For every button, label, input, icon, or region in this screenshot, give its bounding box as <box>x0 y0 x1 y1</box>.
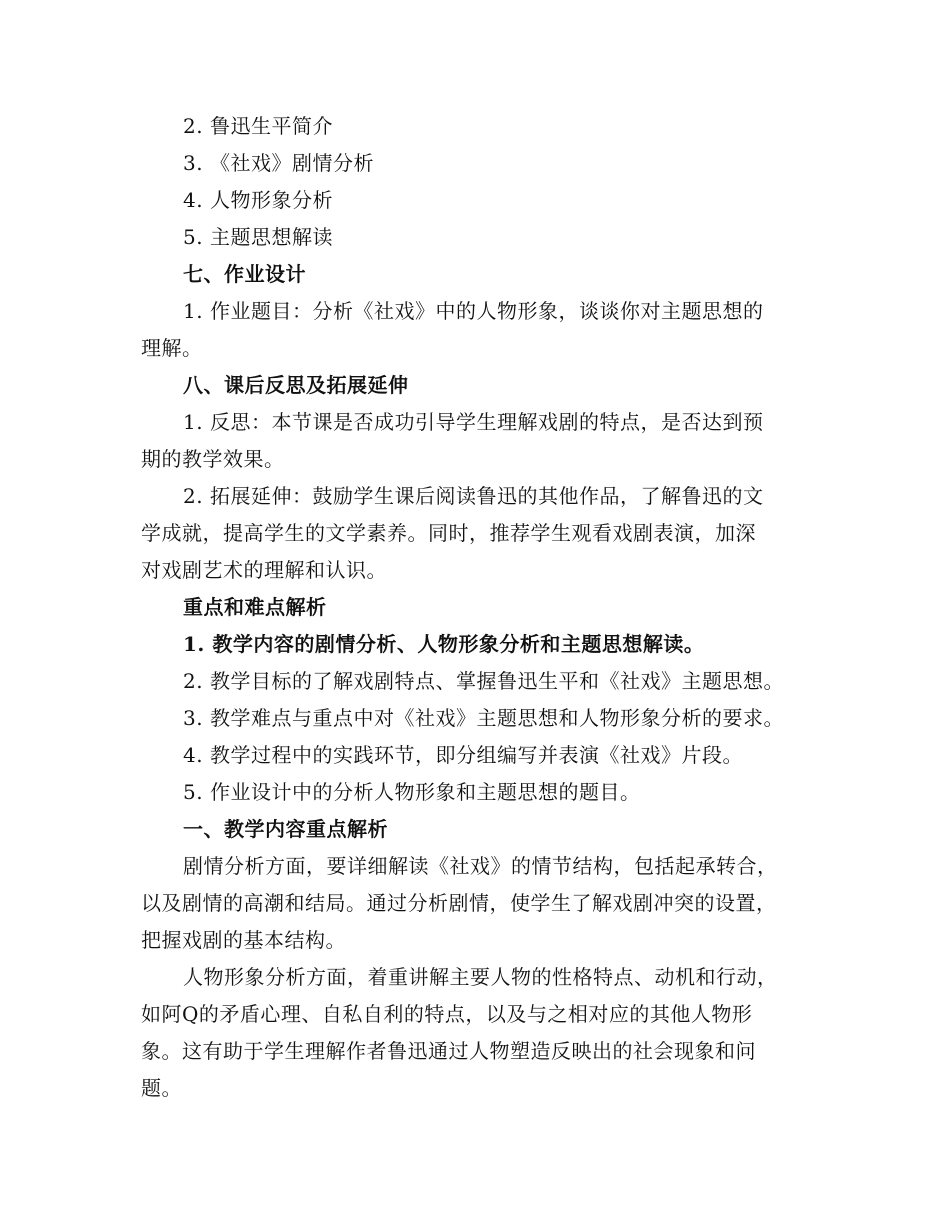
outline-item-2: 2. 鲁迅生平简介 <box>183 114 333 138</box>
reflection-item-2-line-1: 2. 拓展延伸：鼓励学生课后阅读鲁迅的其他作品，了解鲁迅的文 <box>183 484 764 508</box>
analysis-para-2-line-2: 如阿Q的矛盾心理、自私自利的特点，以及与之相对应的其他人物形 <box>141 1002 753 1026</box>
outline-item-3: 3. 《社戏》剧情分析 <box>183 151 374 175</box>
key-point-item-1: 1. 教学内容的剧情分析、人物形象分析和主题思想解读。 <box>183 632 705 656</box>
key-point-item-4: 4. 教学过程中的实践环节，即分组编写并表演《社戏》片段。 <box>183 743 743 767</box>
outline-item-5: 5. 主题思想解读 <box>183 225 333 249</box>
reflection-item-1-line-1: 1. 反思：本节课是否成功引导学生理解戏剧的特点，是否达到预 <box>183 410 764 434</box>
analysis-para-1-line-3: 把握戏剧的基本结构。 <box>141 928 346 952</box>
analysis-para-2-line-3: 象。这有助于学生理解作者鲁迅通过人物塑造反映出的社会现象和问 <box>141 1039 756 1063</box>
reflection-item-1-line-2: 期的教学效果。 <box>141 447 285 471</box>
analysis-para-1-line-1: 剧情分析方面，要详细解读《社戏》的情节结构，包括起承转合， <box>183 854 778 878</box>
analysis-para-2-line-4: 题。 <box>141 1076 182 1100</box>
key-point-item-2: 2. 教学目标的了解戏剧特点、掌握鲁迅生平和《社戏》主题思想。 <box>183 669 784 693</box>
analysis-para-1-line-2: 以及剧情的高潮和结局。通过分析剧情，使学生了解戏剧冲突的设置， <box>141 891 777 915</box>
section-heading-reflection: 八、课后反思及拓展延伸 <box>183 373 409 397</box>
outline-item-4: 4. 人物形象分析 <box>183 188 333 212</box>
section-heading-analysis: 一、教学内容重点解析 <box>183 817 388 841</box>
reflection-item-2-line-2: 学成就，提高学生的文学素养。同时，推荐学生观看戏剧表演，加深 <box>141 521 756 545</box>
key-point-item-3: 3. 教学难点与重点中对《社戏》主题思想和人物形象分析的要求。 <box>183 706 784 730</box>
section-heading-homework: 七、作业设计 <box>183 262 306 286</box>
key-point-item-5: 5. 作业设计中的分析人物形象和主题思想的题目。 <box>183 780 641 804</box>
reflection-item-2-line-3: 对戏剧艺术的理解和认识。 <box>141 558 387 582</box>
homework-item-1-line-2: 理解。 <box>141 336 203 360</box>
analysis-para-2-line-1: 人物形象分析方面，着重讲解主要人物的性格特点、动机和行动， <box>183 965 778 989</box>
section-heading-key-points: 重点和难点解析 <box>183 595 327 619</box>
homework-item-1-line-1: 1. 作业题目：分析《社戏》中的人物形象，谈谈你对主题思想的 <box>183 299 764 323</box>
